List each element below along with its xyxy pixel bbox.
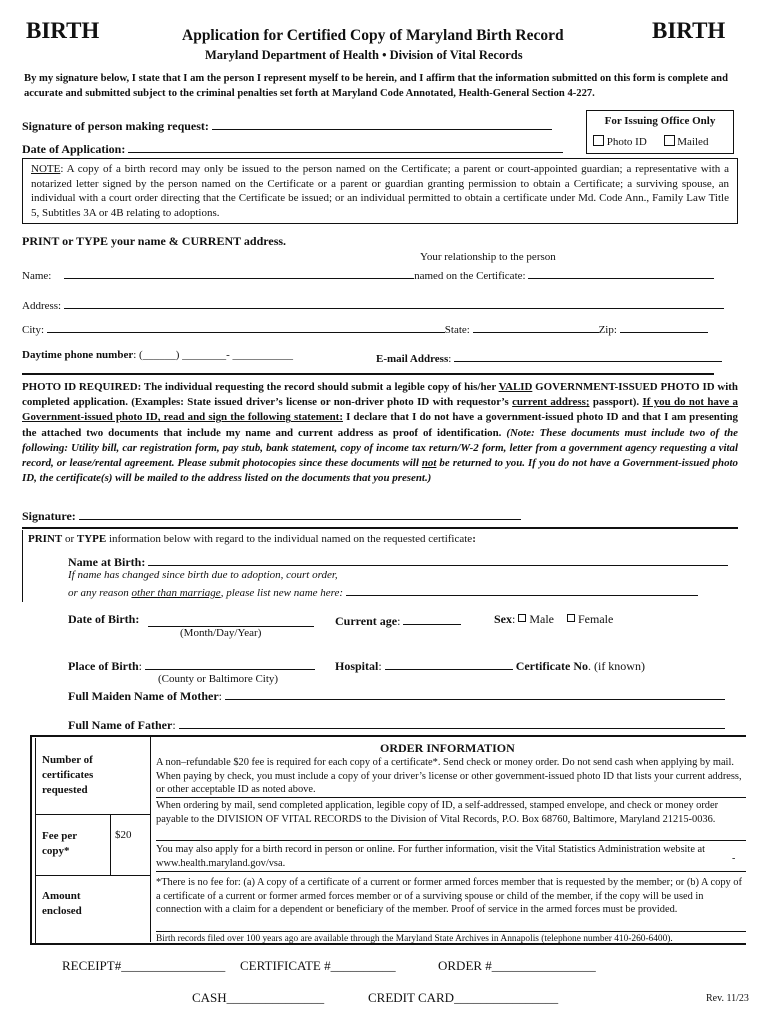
name-change-row — [68, 583, 698, 599]
order-dash: - — [732, 853, 736, 864]
order-archives-info: Birth records filed over 100 years ago are available through the Maryland State Archives in Annapolis (telephone number 410-260-6400). — [156, 934, 673, 944]
pob-label: Place of Birth — [68, 659, 139, 673]
hospital-row: Hospital: Certificate No. (if known) — [335, 659, 645, 673]
photo-id-text-2: GOVERNMENT-ISSUED PHOTO ID with completed application. (Examples: State issued driver’s license or non-driver photo ID with requestor’s — [22, 381, 738, 409]
male-label: Male — [529, 612, 554, 626]
name-change-text-b: other than marriage — [131, 587, 221, 599]
dept-name: Maryland Department of Health — [205, 48, 379, 62]
zip-label: Zip: — [598, 324, 617, 336]
city-field[interactable] — [47, 320, 445, 333]
date-of-application-field[interactable] — [128, 140, 563, 153]
photo-id-italic-2: be returned to you. If you do not have a Government-issued photo ID, the certificate(s) will be mailed to the address listed on the documents that you present.) — [22, 457, 738, 485]
mother-row: Full Maiden Name of Mother: — [68, 687, 725, 704]
name-change-text-a: or any reason — [68, 587, 132, 599]
credit-card-field[interactable]: CREDIT CARD________________ — [368, 990, 559, 1005]
order-no-fee-info: *There is no fee for: (a) A copy of a certificate of a current or former armed forces member that is requested by the member; or (b) A copy of a certificate of a current or former armed forces member or of a surviving spouse or child of the member, if the copy will be used in connection with a claim for a dependent or beneficiary of the member. Proof of service in the armed forces must be provided. — [156, 876, 746, 932]
revision-label: Rev. 11/23 — [706, 993, 749, 1004]
order-top-border — [30, 735, 746, 737]
name-at-birth-field[interactable] — [148, 553, 728, 566]
order-col-divider — [150, 737, 151, 942]
section-divider — [22, 373, 714, 375]
dob-label: Date of Birth: — [68, 612, 140, 626]
city-row — [22, 320, 708, 336]
attestation-text: By my signature below, I state that I am the person I represent myself to be herein, and I affirm that the information submitted on this form is complete and accurate and submitted subject to the criminal penalties set forth at Maryland Code Annotated, Health-General Section 4-227. — [24, 73, 728, 99]
photo-id-label: Photo ID — [606, 136, 647, 148]
certificate-field[interactable]: CERTIFICATE #__________ — [240, 958, 396, 973]
photo-id-text-4: I declare that I do not have a government-issued photo ID and that I am presenting the attached two documents that include my name and current address as proof of identification. — [22, 411, 738, 439]
female-label: Female — [578, 612, 614, 626]
photo-id-italic: (Note: These documents must include two of the following: Utility bill, car registration form, pay stub, bank statement, copy of income tax return/W-2 form, letter from a government agency requesting a vital record, or lease/rental agreement. Please submit photocopies since these documents will — [22, 426, 738, 470]
age-label: Current age — [335, 614, 398, 628]
subject-heading — [28, 533, 476, 545]
type-word: TYPE — [76, 533, 107, 545]
state-label: State: — [444, 324, 470, 336]
state-field[interactable] — [473, 320, 599, 333]
address-row — [22, 296, 724, 312]
father-field[interactable] — [179, 716, 725, 729]
relationship-line1: Your relationship to the person — [420, 251, 556, 263]
phone-field[interactable]: : (______) ________- ___________ — [133, 349, 294, 361]
subject-heading-text: information below with regard to the individual named on the requested certificate — [106, 533, 473, 545]
fee-label: Fee per copy* — [42, 830, 77, 857]
order-left-border — [30, 735, 32, 943]
or-word: or — [62, 533, 77, 545]
hospital-label: Hospital — [335, 659, 379, 673]
name-at-birth-row — [68, 553, 728, 570]
office-title: For Issuing Office Only — [604, 115, 716, 127]
declaration-signature-field[interactable] — [79, 507, 521, 520]
mother-field[interactable] — [225, 687, 725, 700]
order-online-info: You may also apply for a birth record in person or online. For further information, visit the Vital Statistics Administration website at www.health.maryland.gov/vsa. — [156, 843, 746, 872]
zip-field[interactable] — [620, 320, 708, 333]
name-label: Name: — [22, 270, 52, 282]
date-row — [22, 140, 563, 157]
requester-name-field[interactable] — [64, 266, 414, 279]
receipt-field[interactable]: RECEIPT#________________ — [62, 958, 226, 973]
email-field[interactable] — [454, 349, 722, 362]
pob-format: (County or Baltimore City) — [158, 673, 279, 685]
mailed-checkbox[interactable] — [664, 135, 675, 146]
note-box — [22, 158, 738, 224]
dob-format: (Month/Day/Year) — [180, 627, 262, 639]
father-row: Full Name of Father: — [68, 716, 725, 733]
age-field[interactable] — [403, 612, 461, 625]
section-divider-2 — [22, 527, 738, 529]
new-name-field[interactable] — [346, 583, 698, 596]
address-label: Address: — [22, 300, 62, 312]
mother-label: Full Maiden Name of Mother — [68, 689, 219, 703]
order-mail-info: When ordering by mail, send completed application, legible copy of ID, a self-addressed, stamped envelope, and check or money order payable to the DIVISION OF VITAL RECORDS to the Division of Vital Records, P.O. Box 68760, Baltimore, Maryland 21215-0036. — [156, 799, 746, 841]
sex-row: Sex: Male Female — [494, 612, 614, 626]
email-row: E-mail Address: — [376, 349, 722, 365]
sex-label: Sex — [494, 612, 512, 626]
father-label: Full Name of Father — [68, 718, 173, 732]
signature-label: Signature of person making request: — [22, 119, 209, 133]
cert-no-hint: . (if known) — [587, 659, 645, 673]
declaration-signature-label: Signature: — [22, 509, 76, 523]
print-word: PRINT — [28, 533, 63, 545]
requester-heading: PRINT or TYPE your name & CURRENT address. — [22, 234, 287, 248]
subject-heading-colon: : — [472, 533, 476, 545]
valid-word: VALID — [498, 381, 533, 393]
cash-field[interactable]: CASH_______________ — [192, 990, 325, 1005]
dob-field[interactable] — [148, 614, 314, 627]
email-label: E-mail Address — [376, 353, 449, 365]
form-title: Application for Certified Copy of Maryland Birth Record — [182, 27, 564, 44]
male-checkbox[interactable] — [518, 614, 526, 622]
age-row: Current age: — [335, 612, 461, 629]
declaration-signature-row — [22, 507, 521, 524]
address-field[interactable] — [64, 296, 724, 309]
order-fee-info: A non–refundable $20 fee is required for each copy of a certificate*. Send check or money order. Do not send cash when applying by mail. When paying by check, you must include a copy of your driver’s license or other government-issued photo ID that lists your current address, or other acceptable ID as noted above. — [156, 756, 746, 798]
date-label: Date of Application: — [22, 142, 126, 156]
name-row — [22, 266, 714, 282]
city-label: City: — [22, 324, 45, 336]
order-title: ORDER INFORMATION — [380, 741, 515, 755]
if-not-statement: If you do not have a Government-issued photo ID, read and sign the following statement: — [22, 396, 738, 424]
form-tag-right: BIRTH — [652, 18, 726, 43]
order-number-field[interactable]: ORDER #________________ — [438, 958, 596, 973]
current-address-word: current address; — [512, 396, 590, 409]
not-word: not — [421, 457, 437, 470]
pob-field[interactable] — [145, 657, 315, 670]
division-name: Division of Vital Records — [389, 48, 523, 62]
name-change-line1: If name has changed since birth due to adoption, court order, — [68, 569, 338, 581]
name-change-text-c: , please list new name here: — [220, 587, 344, 599]
signature-field[interactable] — [212, 117, 552, 130]
pob-row: Place of Birth: — [68, 657, 315, 674]
photo-id-checkbox[interactable] — [593, 135, 604, 146]
form-tag-left: BIRTH — [26, 18, 100, 43]
phone-label: Daytime phone number — [22, 349, 134, 361]
relationship-field[interactable] — [528, 266, 714, 279]
female-checkbox[interactable] — [567, 614, 575, 622]
signature-row — [22, 117, 552, 134]
cert-no-label: Certificate No — [515, 659, 588, 673]
bullet-icon: • — [382, 48, 387, 62]
subject-section-border — [22, 530, 24, 602]
issuing-office-box — [586, 110, 734, 154]
photo-id-text-3: passport). — [589, 396, 643, 409]
name-at-birth-label: Name at Birth: — [68, 555, 146, 569]
num-cert-label: Number of certificates requested — [42, 754, 94, 796]
hospital-field[interactable] — [385, 657, 513, 670]
photo-id-paragraph — [22, 380, 738, 486]
mailed-label: Mailed — [677, 136, 709, 148]
form-subtitle — [205, 48, 523, 63]
note-text: : A copy of a birth record may only be issued to the person named on the Certificate; a parent or court-appointed guardian; a representative with a notarized letter signed by the person named on the Certificate or a parent or guardian granting permission to obtain a Certificate; a surviving spouse, an individual with a court order directing that the Certificate be issued; or an individual permitted to obtain a certificate under Md. Code Ann., Family Law Title 5, Subtitles 3A or 4B relating to adoptions. — [31, 163, 729, 219]
amount-label: Amount enclosed — [42, 890, 82, 917]
photo-id-text-1: PHOTO ID REQUIRED: The individual requesting the record should submit a legible copy of his/her — [22, 381, 499, 393]
note-label: NOTE — [31, 163, 61, 175]
fee-value: $20 — [115, 829, 132, 841]
fee-value-divider — [110, 815, 111, 875]
phone-row — [22, 349, 293, 361]
relationship-line2: named on the Certificate: — [414, 270, 526, 282]
